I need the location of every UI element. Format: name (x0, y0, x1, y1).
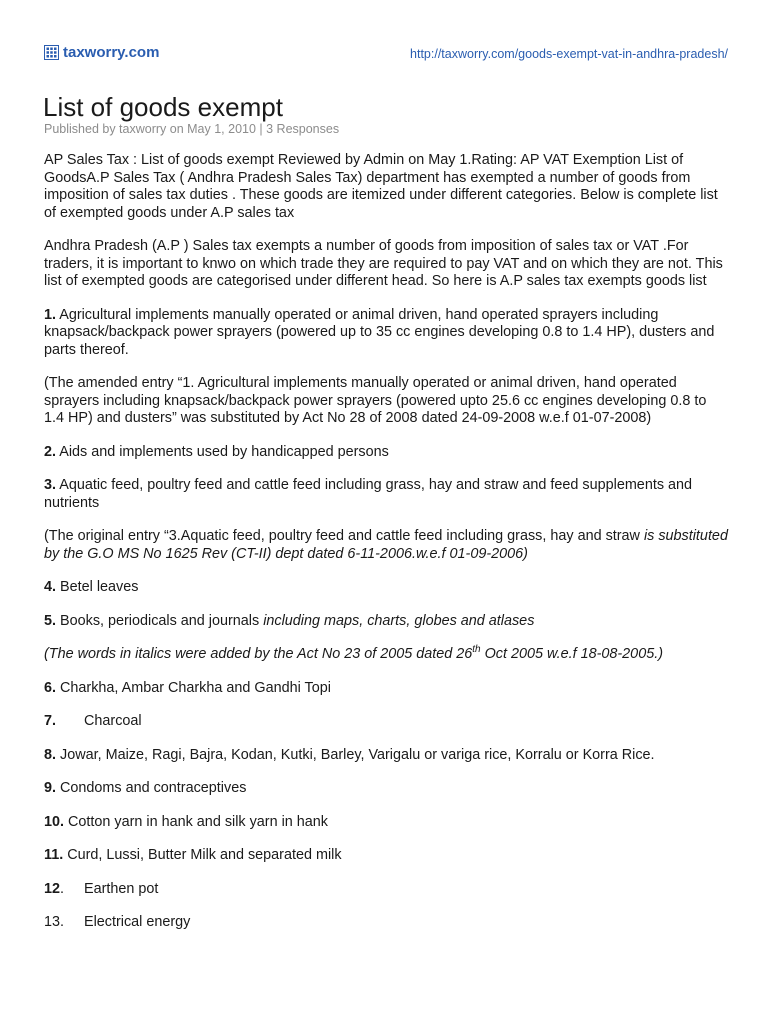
item-number: 9. (44, 780, 57, 796)
site-logo[interactable] (44, 44, 159, 61)
item-italic-text: including maps, charts, globes and atlases (263, 612, 535, 629)
item-text: Books, periodicals and journals (56, 612, 264, 629)
item-text: Aquatic feed, poultry feed and cattle feed including grass, hay and straw and feed supplements and nutrients (44, 477, 693, 511)
list-item (44, 307, 728, 360)
list-item (44, 780, 728, 798)
article-body (44, 152, 728, 948)
item-number: 1. (44, 306, 57, 323)
list-item (44, 814, 728, 832)
item-number: 10. (44, 813, 65, 830)
amendment-note (44, 528, 728, 563)
item-number-bold: 12 (44, 880, 61, 897)
note-text-part: Oct 2005 w.e.f 18-08-2005.) (480, 646, 663, 662)
page-title: List of goods exempt (43, 92, 283, 122)
item-number: 4. (44, 579, 57, 595)
item-number: 11. (44, 847, 64, 863)
list-item (44, 713, 728, 731)
amendment-note: (The amended entry “1. Agricultural implements manually operated or animal driven, hand operated sprayers including knapsack/backpack power sprayers (powered upto 25.6 cc engines developing 0.8 to 1.4 HP) and dusters” was substituted by Act No 28 of 2008 dated 24-09-2008 w.e.f 01-07-2008) (44, 375, 707, 426)
list-item (44, 881, 728, 899)
list-item (44, 444, 728, 462)
superscript: th (472, 644, 481, 656)
note-italic-text: is substituted by the G.O MS No 1625 Rev (CT-II) dept dated 6-11-2006.w.e.f 01-09-2006) (44, 528, 728, 562)
note-italic-text (44, 646, 663, 662)
note-text-part: (The words in italics were added by the Act No 23 of 2005 dated 26 (44, 646, 473, 662)
item-number: 3. (44, 477, 57, 493)
item-text: Jowar, Maize, Ragi, Bajra, Kodan, Kutki, Barley, Varigalu or variga rice, Korralu or Korra Rice. (56, 746, 655, 763)
item-text: Betel leaves (56, 579, 139, 595)
site-header (44, 44, 728, 64)
list-item (44, 747, 728, 765)
item-text: Aids and implements used by handicapped persons (56, 443, 389, 460)
list-item (44, 613, 728, 631)
item-text: Electrical energy (84, 914, 191, 930)
list-item (44, 477, 728, 512)
grid-logo-icon (44, 45, 59, 60)
item-number: 2. (44, 443, 57, 460)
item-number: 5. (44, 612, 57, 629)
item-number-dot: . (60, 880, 65, 897)
item-text: Agricultural implements manually operated or animal driven, hand operated sprayers including knapsack/backpack power sprayers (powered up to 35 cc engines developing 0.8 to 1.4 HP), dusters and parts thereof. (44, 306, 715, 358)
item-number: 7. (44, 713, 57, 729)
item-text: Earthen pot (84, 880, 159, 897)
item-text: Cotton yarn in hank and silk yarn in hank (64, 813, 328, 830)
amendment-note (44, 646, 728, 664)
page-url-link[interactable]: http://taxworry.com/goods-exempt-vat-in-andhra-pradesh/ (410, 47, 728, 61)
item-number: 6. (44, 679, 57, 696)
site-logo-text: taxworry.com (63, 44, 160, 61)
note-text: (The original entry “3.Aquatic feed, poultry feed and cattle feed including grass, hay and straw (44, 528, 644, 544)
item-number: 8. (44, 746, 57, 763)
item-text: Curd, Lussi, Butter Milk and separated milk (63, 847, 342, 863)
list-item (44, 847, 728, 865)
list-item (44, 579, 728, 597)
item-number: 13. (44, 914, 65, 930)
byline: Published by taxworry on May 1, 2010 | 3 Responses (44, 122, 340, 136)
list-item (44, 914, 728, 932)
item-number (44, 881, 84, 899)
list-item (44, 680, 728, 698)
item-text: Charkha, Ambar Charkha and Gandhi Topi (56, 679, 331, 696)
item-text: Condoms and contraceptives (56, 780, 247, 796)
intro-paragraph-1: AP Sales Tax : List of goods exempt Reviewed by Admin on May 1.Rating: AP VAT Exemption List of GoodsA.P Sales Tax ( Andhra Pradesh Sales Tax) department has exempted a number of goods from imposition of sales tax duties . These goods are itemized under different categories. Below is complete list of exempted goods under A.P sales tax (44, 152, 718, 221)
intro-paragraph-2: Andhra Pradesh (A.P ) Sales tax exempts a number of goods from imposition of sales tax or VAT .For traders, it is important to knwo on which trade they are required to pay VAT and on which they are not. This list of exempted goods are categorised under different head. So here is A.P sales tax exempts goods list (44, 238, 723, 289)
item-text: Charcoal (84, 713, 142, 729)
